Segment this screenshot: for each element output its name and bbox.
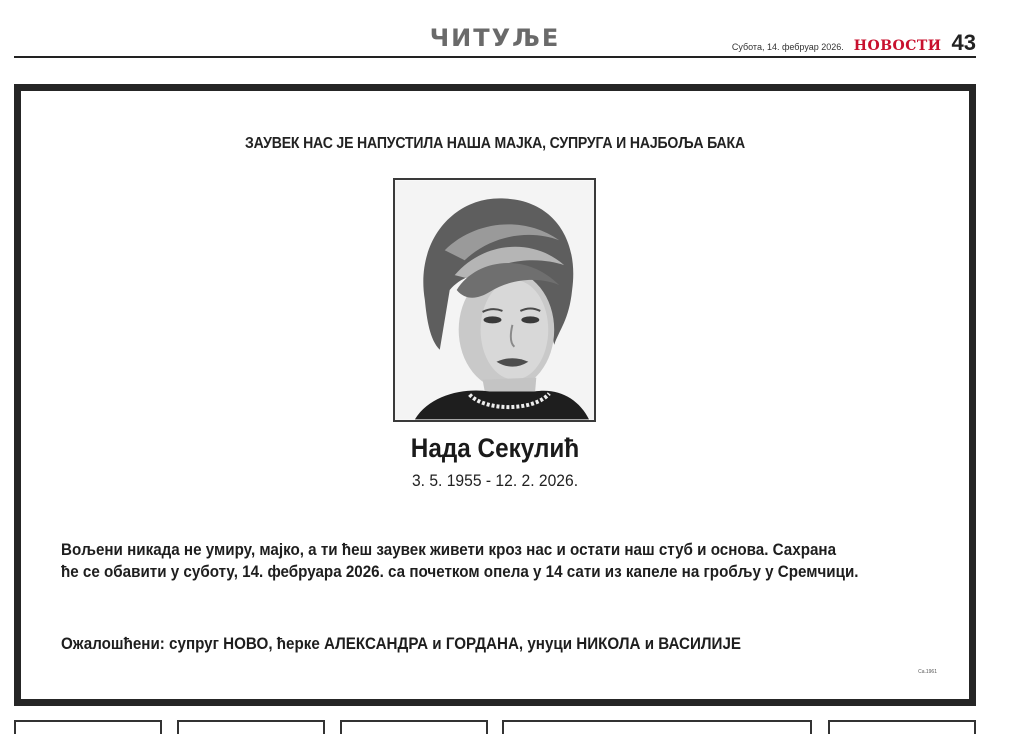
page-header (14, 22, 976, 58)
obituary-intro: ЗАУВЕК НАС ЈЕ НАПУСТИЛА НАША МАЈКА, СУПРУГА И НАЈБОЉА БАКА (245, 135, 745, 152)
newspaper-logo: НОВОСТИ (853, 38, 942, 54)
next-notice-frame (177, 720, 325, 734)
next-notices-row (14, 720, 976, 730)
deceased-name: Нада Секулић (410, 433, 580, 463)
obituary-message (61, 539, 871, 583)
section-title: ЧИТУЉЕ (429, 24, 561, 52)
life-dates: 3. 5. 1955 - 12. 2. 2026. (411, 471, 579, 490)
ad-code: Ca.1961 (918, 669, 937, 675)
obituary-message-line: ће се обавити у суботу, 14. фебруара 2026. са почетком опела у 14 сати из капеле на гробљу у Сремчици. (61, 563, 859, 581)
next-notice-frame (502, 720, 812, 734)
next-notice-frame (340, 720, 488, 734)
obituary-notice (14, 84, 976, 706)
next-notice-frame (14, 720, 162, 734)
page-number: 43 (951, 30, 976, 55)
header-meta (732, 30, 976, 56)
mourners-list: Ожалошћени: супруг НОВО, ћерке АЛЕКСАНДРА и ГОРДАНА, унуци НИКОЛА и ВАСИЛИЈЕ (61, 635, 742, 653)
next-notice-frame (828, 720, 976, 734)
obituary-message-line: Вољени никада не умиру, мајко, а ти ћеш заувек живети кроз нас и остати наш стуб и основа. Сахрана (61, 541, 837, 559)
portrait-image (395, 180, 594, 420)
issue-date: Субота, 14. фебруар 2026. (731, 42, 844, 52)
header-divider (14, 56, 976, 58)
portrait-photo (393, 178, 596, 422)
